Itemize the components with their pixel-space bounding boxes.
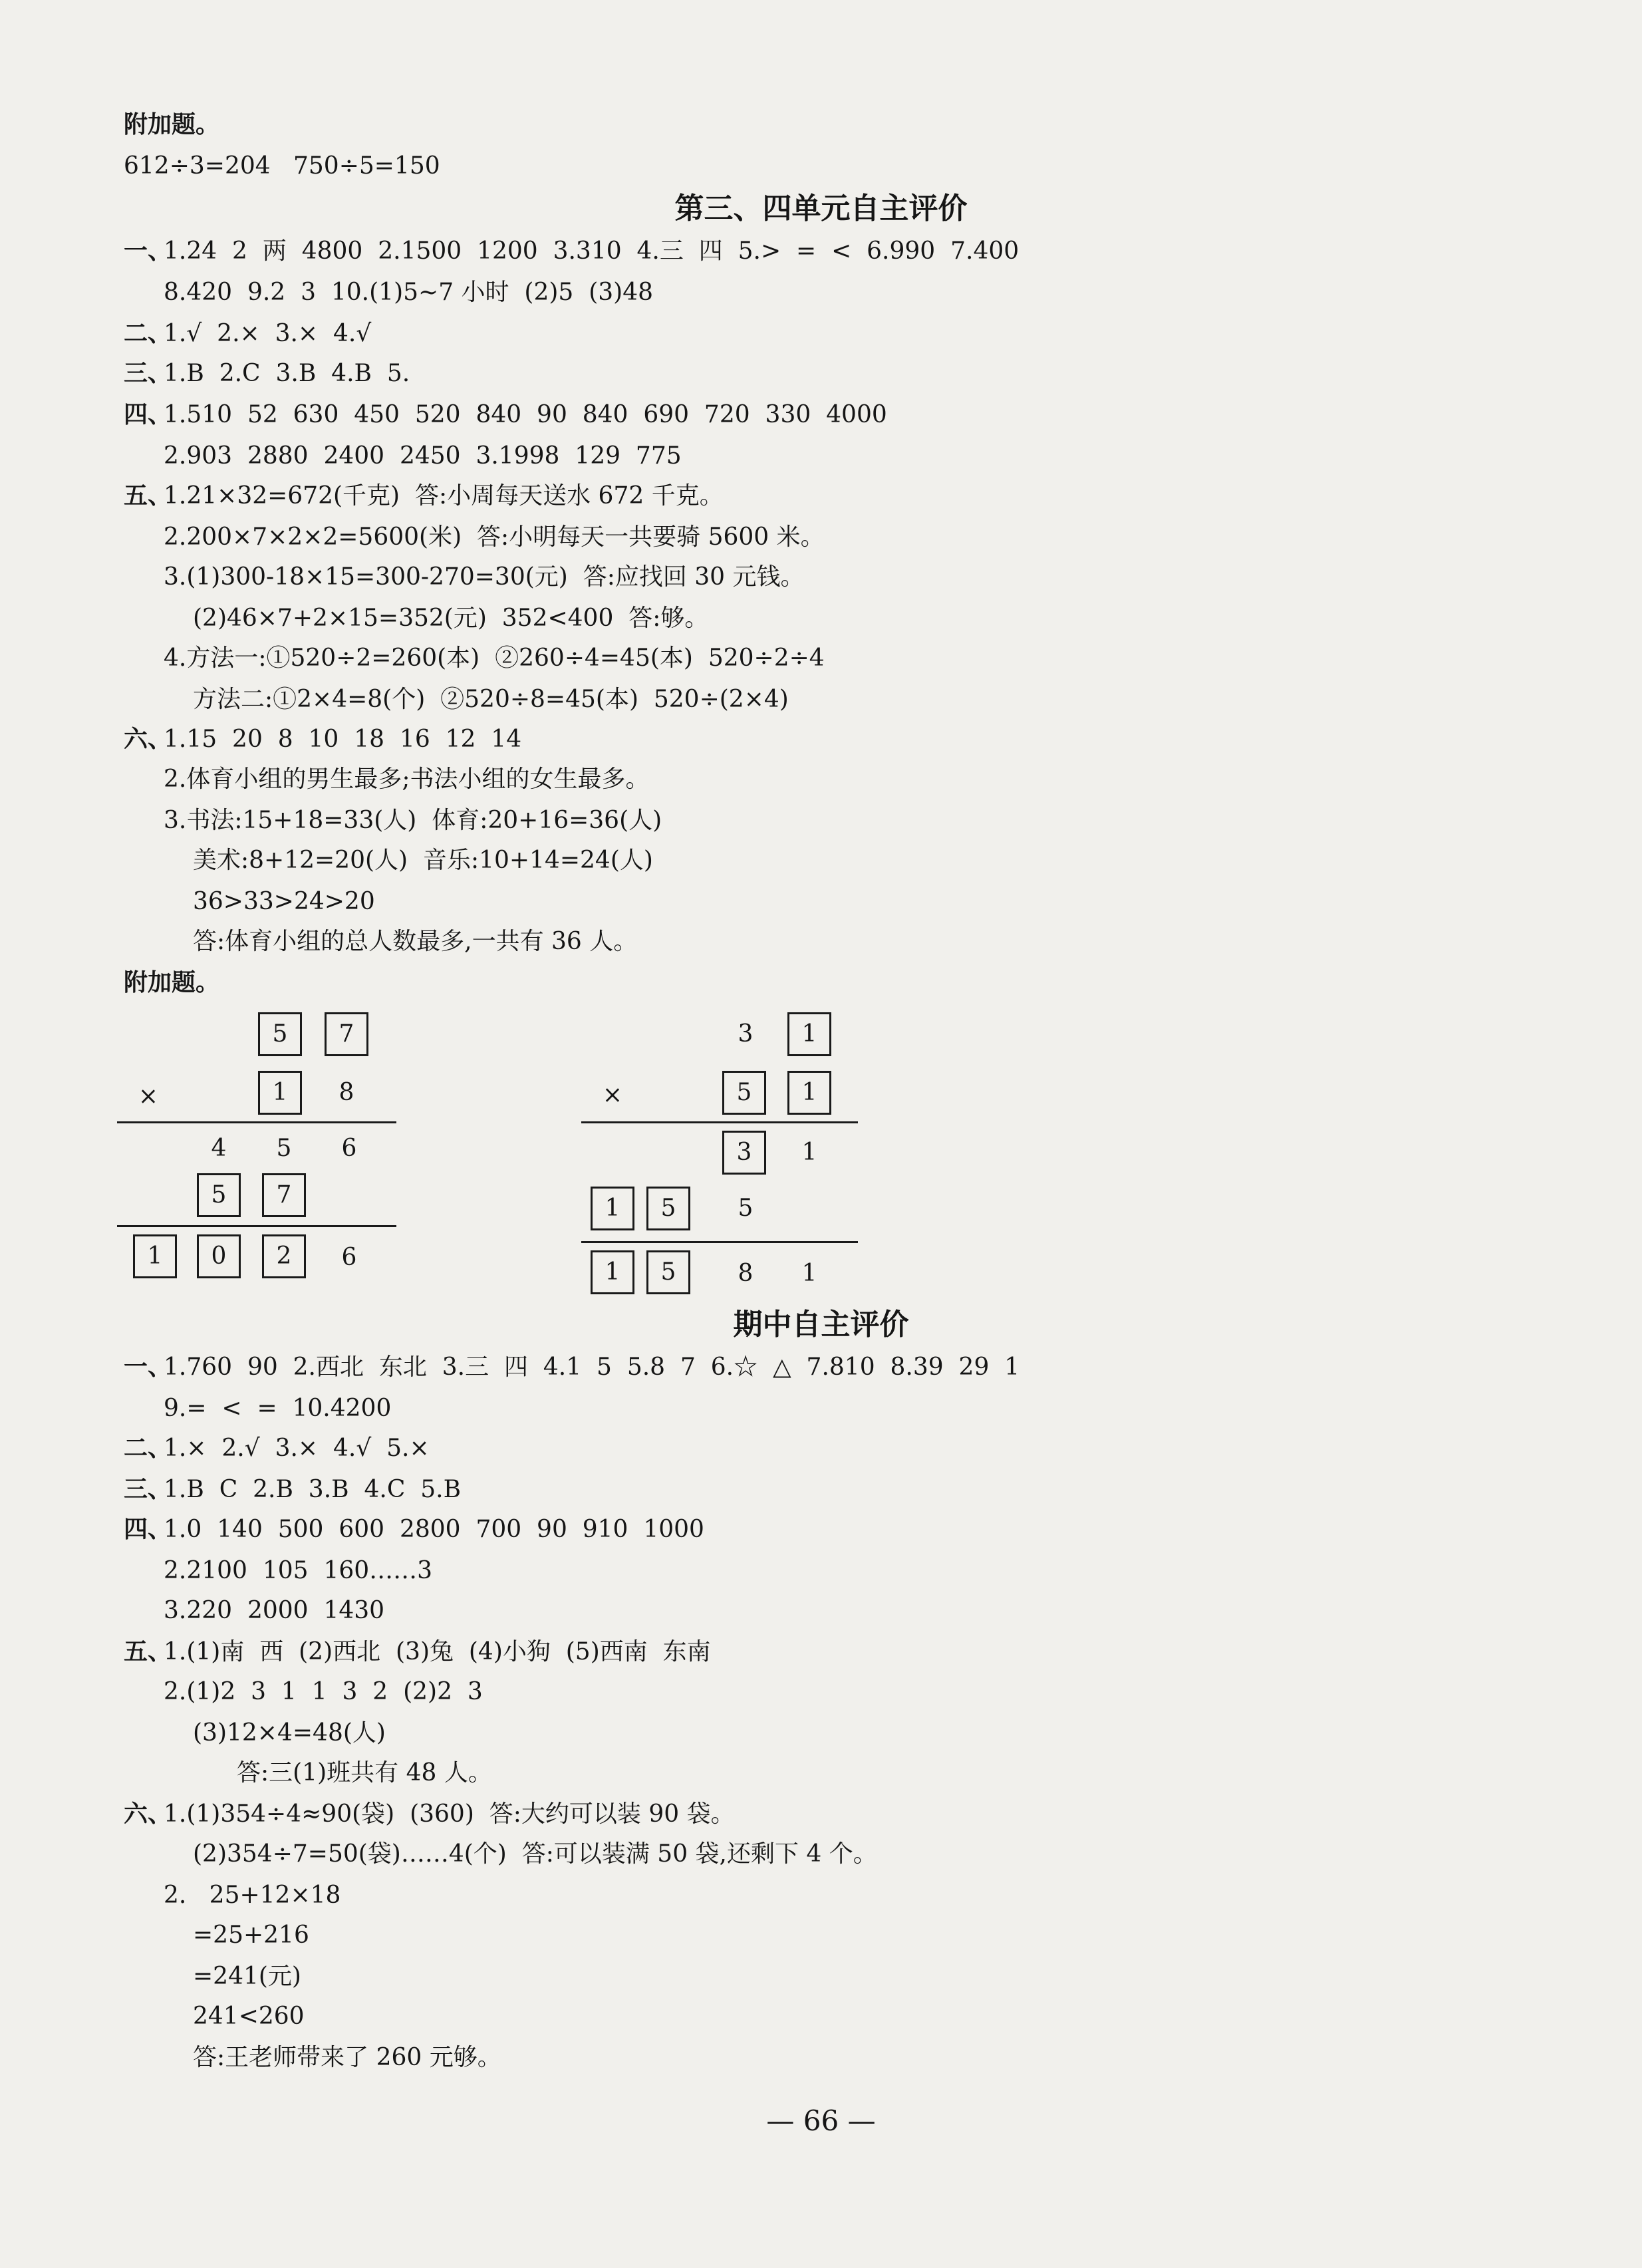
mid-q5-line4: 答:三(1)班共有 48 人。 [237,1759,492,1786]
p1-digit: 5 [276,1135,292,1162]
p2-box: 1 [787,1012,831,1056]
u34-q4-line1: 1.510 52 630 450 520 840 90 840 690 720 330 4000 [164,401,887,428]
mid-q5-line1: 1.(1)南 西 (2)西北 (3)兔 (4)小狗 (5)西南 东南 [164,1638,711,1665]
p1-digit: 8 [339,1079,354,1106]
u34-q6-line5: 36>33>24>20 [193,888,375,915]
u34-q5-line4: (2)46×7+2×15=352(元) 352<400 答:够。 [193,605,709,632]
extra-line-top: 612÷3=204 750÷5=150 [124,152,440,180]
p2-box: 5 [646,1250,690,1294]
mid-q6-line1: 1.(1)354÷4≈90(袋) (360) 答:大约可以装 90 袋。 [164,1800,735,1828]
u34-q5-line1: 1.21×32=672(千克) 答:小周每天送水 672 千克。 [164,482,724,509]
mid-q6-label: 六、 [124,1800,172,1828]
u34-q5-label: 五、 [124,482,172,509]
p1-box: 1 [133,1234,177,1278]
p2-digit: 5 [738,1195,753,1222]
extra-title-top: 附加题。 [124,111,220,138]
mid-q4-label: 四、 [124,1516,172,1543]
p2-digit: 3 [738,1020,753,1048]
u34-q2-line1: 1.√ 2.× 3.× 4.√ [164,320,372,347]
p1-rule [117,1225,396,1227]
u34-q1-line2: 8.420 9.2 3 10.(1)5~7 小时 (2)5 (3)48 [164,279,654,306]
p2-digit: 1 [801,1260,817,1287]
u34-q4-label: 四、 [124,401,172,428]
p2-rule [581,1121,858,1123]
u34-q6-line6: 答:体育小组的总人数最多,一共有 36 人。 [193,928,638,955]
u34-q6-line3: 3.书法:15+18=33(人) 体育:20+16=36(人) [164,807,662,834]
u34-q6-line2: 2.体育小组的男生最多;书法小组的女生最多。 [164,766,650,793]
mid-q1-line1: 1.760 90 2.西北 东北 3.三 四 4.1 5 5.8 7 6.☆ △ 7.810 8.39 29 1 [164,1353,1020,1381]
p1-digit: 6 [341,1244,357,1271]
mid-q2-line1: 1.× 2.√ 3.× 4.√ 5.× [164,1435,430,1462]
mid-q4-line2: 2.2100 105 160……3 [164,1557,433,1584]
midterm-title: 期中自主评价 [733,1308,909,1342]
mid-q4-line1: 1.0 140 500 600 2800 700 90 910 1000 [164,1516,704,1543]
p2-digit: 1 [801,1139,817,1166]
p1-digit: 4 [211,1135,227,1162]
p1-box: 0 [197,1234,241,1278]
u34-q1-label: 一、 [124,237,172,265]
u34-q5-line6: 方法二:①2×4=8(个) ②520÷8=45(本) 520÷(2×4) [193,686,789,713]
mid-q6-line5: =241(元) [193,1963,301,1990]
p1-box: 5 [258,1012,302,1056]
mid-q5-line3: (3)12×4=48(人) [193,1719,386,1747]
page-number: — 66 — [766,2104,876,2137]
mid-q6-line3: 2. 25+12×18 [164,1882,341,1909]
p2-times: × [602,1081,623,1109]
unit34-title: 第三、四单元自主评价 [674,192,968,225]
p1-rule [117,1121,396,1123]
mid-q2-label: 二、 [124,1435,172,1462]
u34-q1-line1: 1.24 2 两 4800 2.1500 1200 3.310 4.三 四 5.> = < 6.990 7.400 [164,237,1020,265]
u34-q3-label: 三、 [124,360,172,387]
u34-q5-line3: 3.(1)300-18×15=300-270=30(元) 答:应找回 30 元钱。 [164,563,805,591]
mid-q3-line1: 1.B C 2.B 3.B 4.C 5.B [164,1476,462,1503]
mid-q3-label: 三、 [124,1476,172,1503]
p2-box: 3 [722,1131,766,1175]
mid-q6-line7: 答:王老师带来了 260 元够。 [193,2044,501,2071]
mid-q6-line6: 241<260 [193,2003,305,2030]
mid-q1-label: 一、 [124,1353,172,1381]
u34-q5-line2: 2.200×7×2×2=5600(米) 答:小明每天一共要骑 5600 米。 [164,523,825,551]
p2-box: 1 [591,1187,634,1230]
p2-digit: 8 [738,1260,753,1287]
mid-q5-label: 五、 [124,1638,172,1665]
p2-box: 1 [787,1071,831,1115]
u34-q6-line1: 1.15 20 8 10 18 16 12 14 [164,726,522,753]
p1-times: × [138,1083,159,1110]
p2-rule [581,1241,858,1243]
u34-extra-title: 附加题。 [124,969,220,996]
p1-box: 1 [258,1071,302,1115]
p2-box: 5 [646,1187,690,1230]
p1-box: 7 [325,1012,368,1056]
p1-box: 2 [262,1234,306,1278]
u34-q6-line4: 美术:8+12=20(人) 音乐:10+14=24(人) [193,847,653,874]
p1-box: 5 [197,1173,241,1217]
mid-q6-line2: (2)354÷7=50(袋)……4(个) 答:可以装满 50 袋,还剩下 4 个。 [193,1840,877,1868]
mid-q1-line2: 9.= < = 10.4200 [164,1395,392,1422]
mid-q6-line4: =25+216 [193,1921,309,1949]
u34-q5-line5: 4.方法一:①520÷2=260(本) ②260÷4=45(本) 520÷2÷4 [164,644,825,672]
mid-q5-line2: 2.(1)2 3 1 1 3 2 (2)2 3 [164,1678,483,1705]
p1-box: 7 [262,1173,306,1217]
p2-box: 1 [591,1250,634,1294]
mid-q4-line3: 3.220 2000 1430 [164,1597,385,1624]
p2-box: 5 [722,1071,766,1115]
u34-q6-label: 六、 [124,726,172,753]
u34-q4-line2: 2.903 2880 2400 2450 3.1998 129 775 [164,442,682,470]
u34-q3-line1: 1.B 2.C 3.B 4.B 5. [164,360,410,387]
p1-digit: 6 [341,1135,357,1162]
u34-q2-label: 二、 [124,320,172,347]
